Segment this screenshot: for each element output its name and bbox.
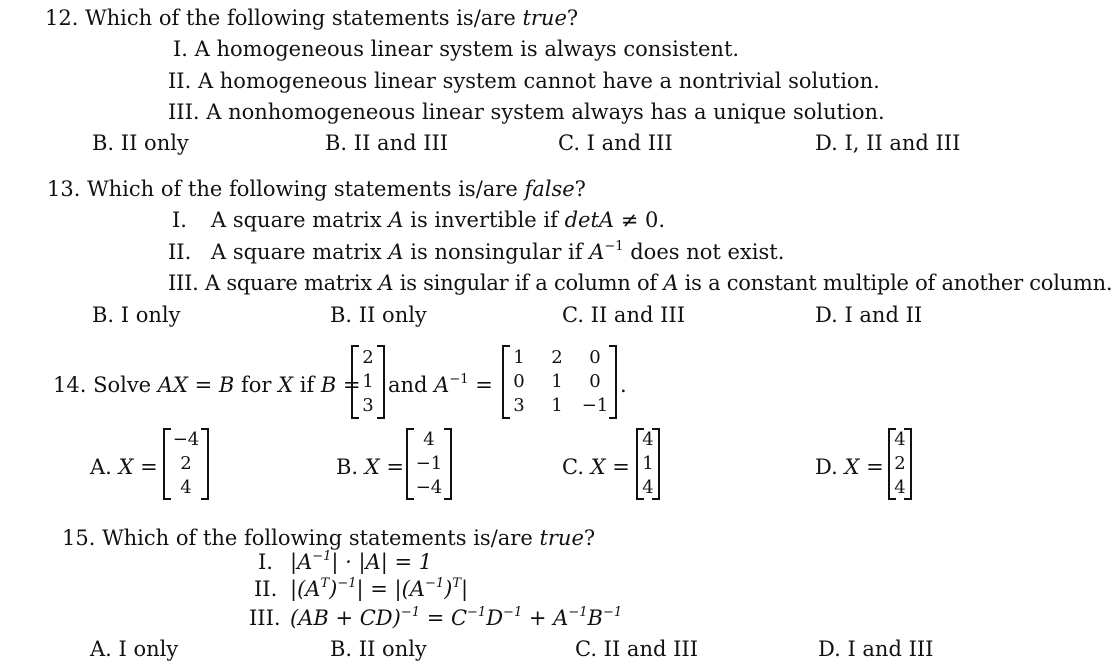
q15-choice-b: B. II only: [330, 637, 427, 661]
q13-stem: 13. Which of the following statements is/are false?: [47, 177, 586, 201]
q15-statement-1: $|A^{-1}| \cdot |A| = 1$: [290, 549, 433, 574]
q12-stem: 12. Which of the following statements is/are true?: [45, 6, 579, 30]
matrix-ainv-cell: 1: [513, 347, 525, 368]
q13-statement-2: A square matrix A is nonsingular if $A^{-1}$ does not exist.: [211, 239, 785, 264]
matrix-b-cell: 3: [362, 395, 374, 416]
right-bracket: [201, 428, 209, 500]
q13-choice-c: C. II and III: [562, 303, 685, 327]
q13-choice-a: B. I only: [92, 303, 181, 327]
matrix-ainv-cell: 0: [589, 347, 601, 368]
vector-cell: 4: [894, 429, 906, 450]
vector-cell: 4: [642, 477, 654, 498]
q12-statement-2: II. A homogeneous linear system cannot have a nontrivial solution.: [168, 69, 880, 93]
matrix-ainv-cell: 3: [513, 395, 525, 416]
vector-cell: 1: [642, 453, 654, 474]
matrix-ainv-cell: −1: [581, 395, 609, 416]
q14-choice-a-label: A. X =: [90, 455, 158, 479]
q14-choice-d-label: D. X =: [815, 455, 884, 479]
vector-cell: −4: [415, 477, 443, 498]
q14-choice-a-vector: [163, 428, 209, 500]
q15-statement-3-number: III.: [249, 606, 281, 630]
q13-statement-2-number: II.: [168, 240, 192, 264]
q14-choice-b-label: B. X =: [336, 455, 405, 479]
vector-cell: 4: [423, 429, 435, 450]
matrix-ainv-cell: 0: [513, 371, 525, 392]
vector-cell: 4: [180, 477, 192, 498]
q14-choice-b-vector: [406, 428, 452, 500]
q12-choice-c: C. I and III: [558, 131, 673, 155]
vector-cell: 4: [642, 429, 654, 450]
q12-choice-b: B. II and III: [325, 131, 449, 155]
q15-statement-2: $|(A^T)^{-1}| = |(A^{-1})^T|$: [290, 576, 469, 601]
q15-choice-c: C. II and III: [575, 637, 698, 661]
q14-stem: 14. Solve AX = B for X if B =: [53, 373, 361, 397]
q14-period: .: [620, 373, 627, 397]
q12-statement-3: III. A nonhomogeneous linear system always has a unique solution.: [168, 100, 885, 124]
left-bracket: [406, 428, 414, 500]
vector-cell: 2: [894, 453, 906, 474]
q14-choice-c-vector: [636, 428, 660, 500]
vector-cell: −4: [172, 429, 200, 450]
q15-statement-3: $(AB + CD)^{-1} = C^{-1}D^{-1} + A^{-1}B^{-1}$: [290, 605, 623, 630]
q15-stem: 15. Which of the following statements is/are true?: [62, 526, 596, 550]
q15-choice-d: D. I and III: [818, 637, 934, 661]
q12-choice-a: B. II only: [92, 131, 189, 155]
matrix-b: [351, 345, 385, 419]
vector-cell: 2: [180, 453, 192, 474]
q14-choice-c-label: C. X =: [562, 455, 630, 479]
q15-statement-2-number: II.: [254, 577, 278, 601]
q15-choice-a: A. I only: [90, 637, 179, 661]
matrix-ainv-cell: 1: [551, 371, 563, 392]
left-bracket: [163, 428, 171, 500]
matrix-ainv-cell: 1: [551, 395, 563, 416]
right-bracket: [444, 428, 452, 500]
q13-choice-b: B. II only: [330, 303, 427, 327]
vector-cell: 4: [894, 477, 906, 498]
matrix-b-cell: 1: [362, 371, 374, 392]
matrix-b-cell: 2: [362, 347, 374, 368]
q13-statement-1-number: I.: [172, 208, 187, 232]
q13-choice-d: D. I and II: [815, 303, 923, 327]
q14-choice-d-vector: [888, 428, 912, 500]
q12-statement-1: I. A homogeneous linear system is always consistent.: [173, 37, 740, 61]
q14-and-ainv: and $A^{-1}$ =: [388, 372, 493, 397]
right-bracket: [609, 345, 617, 419]
matrix-ainv-cell: 2: [551, 347, 563, 368]
q12-choice-d: D. I, II and III: [815, 131, 961, 155]
vector-cell: −1: [415, 453, 443, 474]
q13-statement-1: A square matrix A is invertible if detA ≠ 0.: [211, 208, 666, 232]
q15-statement-1-number: I.: [258, 550, 273, 574]
q13-statement-3: III. A square matrix A is singular if a column of A is a constant multiple of another column.: [168, 271, 1112, 295]
matrix-ainv-cell: 0: [589, 371, 601, 392]
matrix-a-inverse: [502, 345, 617, 419]
